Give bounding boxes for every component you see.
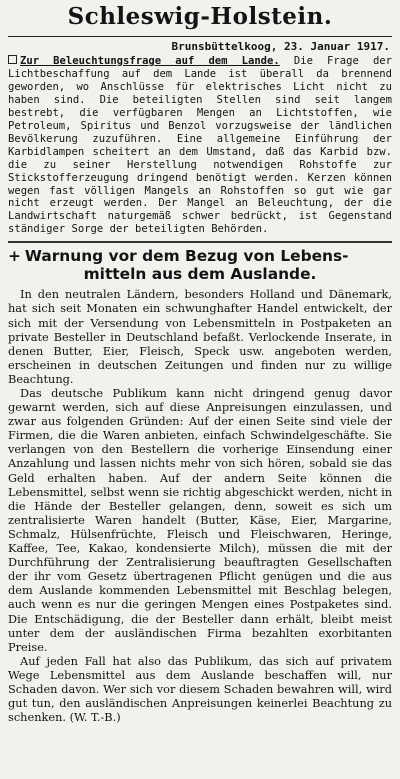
paragraph bbox=[8, 654, 392, 724]
paragraph: In den neutralen Ländern, besonders Holland und Dänemark, hat sich seit Monaten ein schwunghafter Handel entwickelt, der sich mit der Versendung von Lebensmitteln in Postpaketen an private Besteller in Deutschland befaßt. Verlockende Inserate, in denen Butter, Eier, Fleisch, Speck usw. angeboten werden, erscheinen in deutschen Zeitungen und finden nur zu willige Beachtung. bbox=[8, 287, 392, 386]
article-lighting bbox=[8, 55, 392, 236]
paragraph: Das deutsche Publikum kann nicht dringend genug davor gewarnt werden, sich auf diese Anpreisungen einzulassen, und zwar aus folgenden Gründen: Auf der einen Seite sind viele der Firmen, die die Waren anbieten, einfach Schwindelgeschäfte. Sie verlangen von den Bestellern die vorherige Einsendung einer Anzahlung und lassen nichts mehr von sich hören, sobald sie das Geld erhalten haben. Auf der andern Seite können die Lebensmittel, selbst wenn sie richtig abgeschickt werden, nicht in die Hände der Besteller gelangen, denn, soweit es sich um zentralisierte Waren handelt (Butter, Käse, Eier, Margarine, Schmalz, Hülsenfrüchte, Fleisch und Fleischwaren, Heringe, Kaffee, Tee, Kakao, kondensierte Milch), müssen die mit der Durchführung der Zentralisierung beauftragten Gesellschaften der ihr vom Gesetz übertragenen Pflicht genügen und die aus dem Auslande kommenden Lebensmittel mit Beschlag belegen, auch wenn es nur die geringen Mengen eines Postpaketes sind. Die Entschädigung, die der Besteller dann erhält, bleibt meist unter dem der ausländischen Firma bezahlten exorbitanten Preise. bbox=[8, 386, 392, 654]
article-lighting-headline: Zur Beleuchtungsfrage auf dem Lande. bbox=[20, 55, 280, 67]
headline-line-1: Warnung vor dem Bezug von Lebens- bbox=[24, 247, 349, 266]
article-marker-square bbox=[8, 55, 17, 64]
news-agency-signature: (W. T.-B.) bbox=[69, 710, 121, 725]
article-warning-body bbox=[8, 287, 392, 724]
masthead-rule bbox=[8, 36, 392, 37]
article-separator bbox=[8, 241, 392, 243]
article-lighting-body: Die Frage der Lichtbeschaffung auf dem Lande ist überall da brennend geworden, wo Anschlüsse für elektrisches Licht nicht zu haben sind. Die beteiligten Stellen sind seit langem bestrebt, die verfügbaren Mengen an Lichtstoffen, wie Petroleum, Spiritus und Benzol vorzugsweise der ländlichen Bevölkerung zuzuführen. Eine allgemeine Einführung der Karbidlampen scheitert an dem Umstand, daß das Karbid bzw. die zu seiner Herstellung notwendigen Rohstoffe zur Stickstofferzeugung dringend benötigt werden. Kerzen können wegen fast völligen Mangels an Rohstoffen so gut wie gar nicht erzeugt werden. Der Mangel an Beleuchtung, der die Landwirtschaft naturgemäß schwer bedrückt, ist Gegenstand ständiger Sorge der beteiligten Behörden. bbox=[8, 55, 392, 236]
headline-line-2: mitteln aus dem Auslande. bbox=[83, 265, 317, 284]
paragraph-text: Auf jeden Fall hat also das Publikum, das sich auf privatem Wege Lebensmittel aus dem Auslande beschaffen will, nur Schaden davon. Wer sich vor diesem Schaden bewahren will, wird gut tun, den ausländischen Anpreisungen keinerlei Beachtung zu schenken. bbox=[8, 653, 392, 725]
dateline: Brunsbüttelkoog, 23. Januar 1917. bbox=[171, 40, 390, 53]
cross-marker: + bbox=[8, 247, 21, 266]
article-warning-headline bbox=[8, 247, 392, 283]
section-masthead: Schleswig-Holstein. bbox=[67, 3, 333, 30]
